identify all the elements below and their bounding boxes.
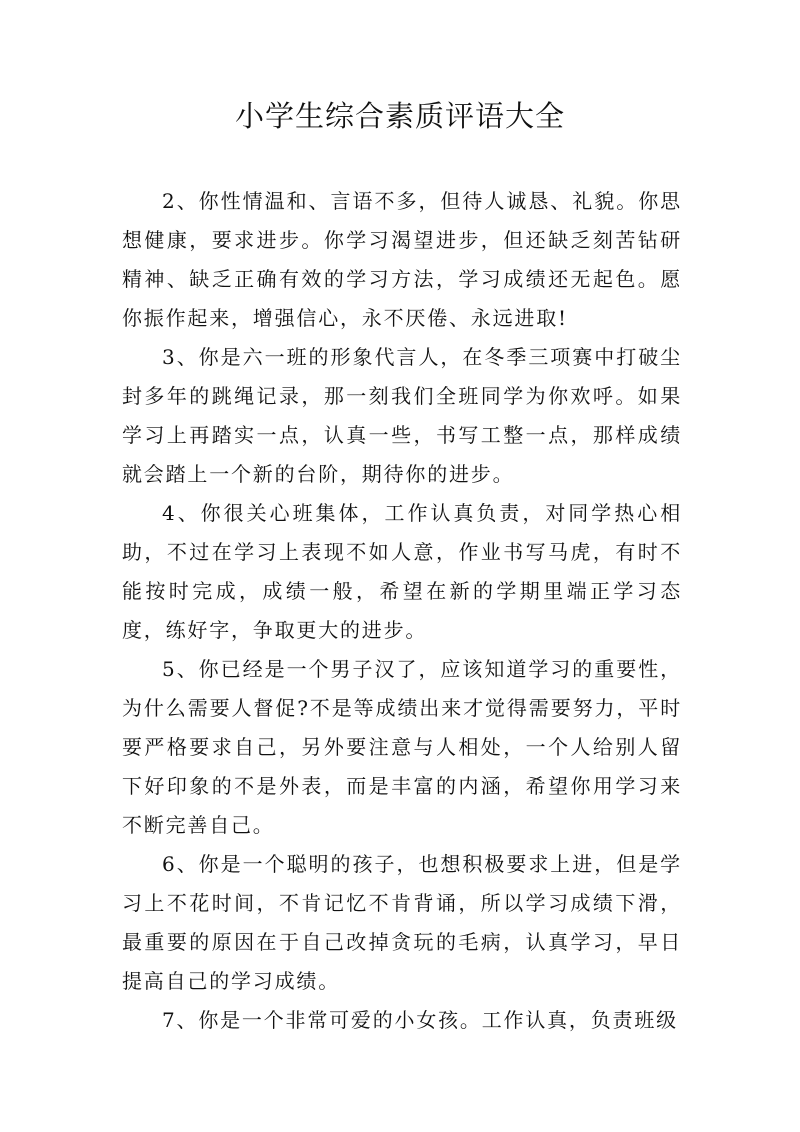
document-body: [122, 182, 682, 1040]
document-title: 小学生综合素质评语大全: [234, 99, 565, 133]
paragraph: 3、你是六一班的形象代言人，在冬季三项赛中打破尘封多年的跳绳记录，那一刻我们全班同学为你欢呼。如果学习上再踏实一点，认真一些，书写工整一点，那样成绩就会踏上一个新的台阶，期待你的进步。: [122, 345, 682, 486]
paragraph: 7、你是一个非常可爱的小女孩。工作认真，负责班级: [162, 1008, 678, 1032]
paragraph: 4、你很关心班集体，工作认真负责，对同学热心相助，不过在学习上表现不如人意，作业书写马虎，有时不能按时完成，成绩一般，希望在新的学期里端正学习态度，练好字，争取更大的进步。: [122, 501, 682, 642]
paragraph: 5、你已经是一个男子汉了，应该知道学习的重要性，为什么需要人督促?不是等成绩出来才觉得需要努力，平时要严格要求自己，另外要注意与人相处，一个人给别人留下好印象的不是外表，而是丰富的内涵，希望你用学习来不断完善自己。: [122, 657, 682, 837]
paragraph: 6、你是一个聪明的孩子，也想积极要求上进，但是学习上不花时间，不肯记忆不肯背诵，所以学习成绩下滑，最重要的原因在于自己改掉贪玩的毛病，认真学习，早日提高自己的学习成绩。: [122, 852, 682, 993]
paragraph: 2、你性情温和、言语不多，但待人诚恳、礼貌。你思想健康，要求进步。你学习渴望进步，但还缺乏刻苦钻研精神、缺乏正确有效的学习方法，学习成绩还无起色。愿你振作起来，增强信心，永不厌倦、永远进取!: [122, 189, 682, 330]
